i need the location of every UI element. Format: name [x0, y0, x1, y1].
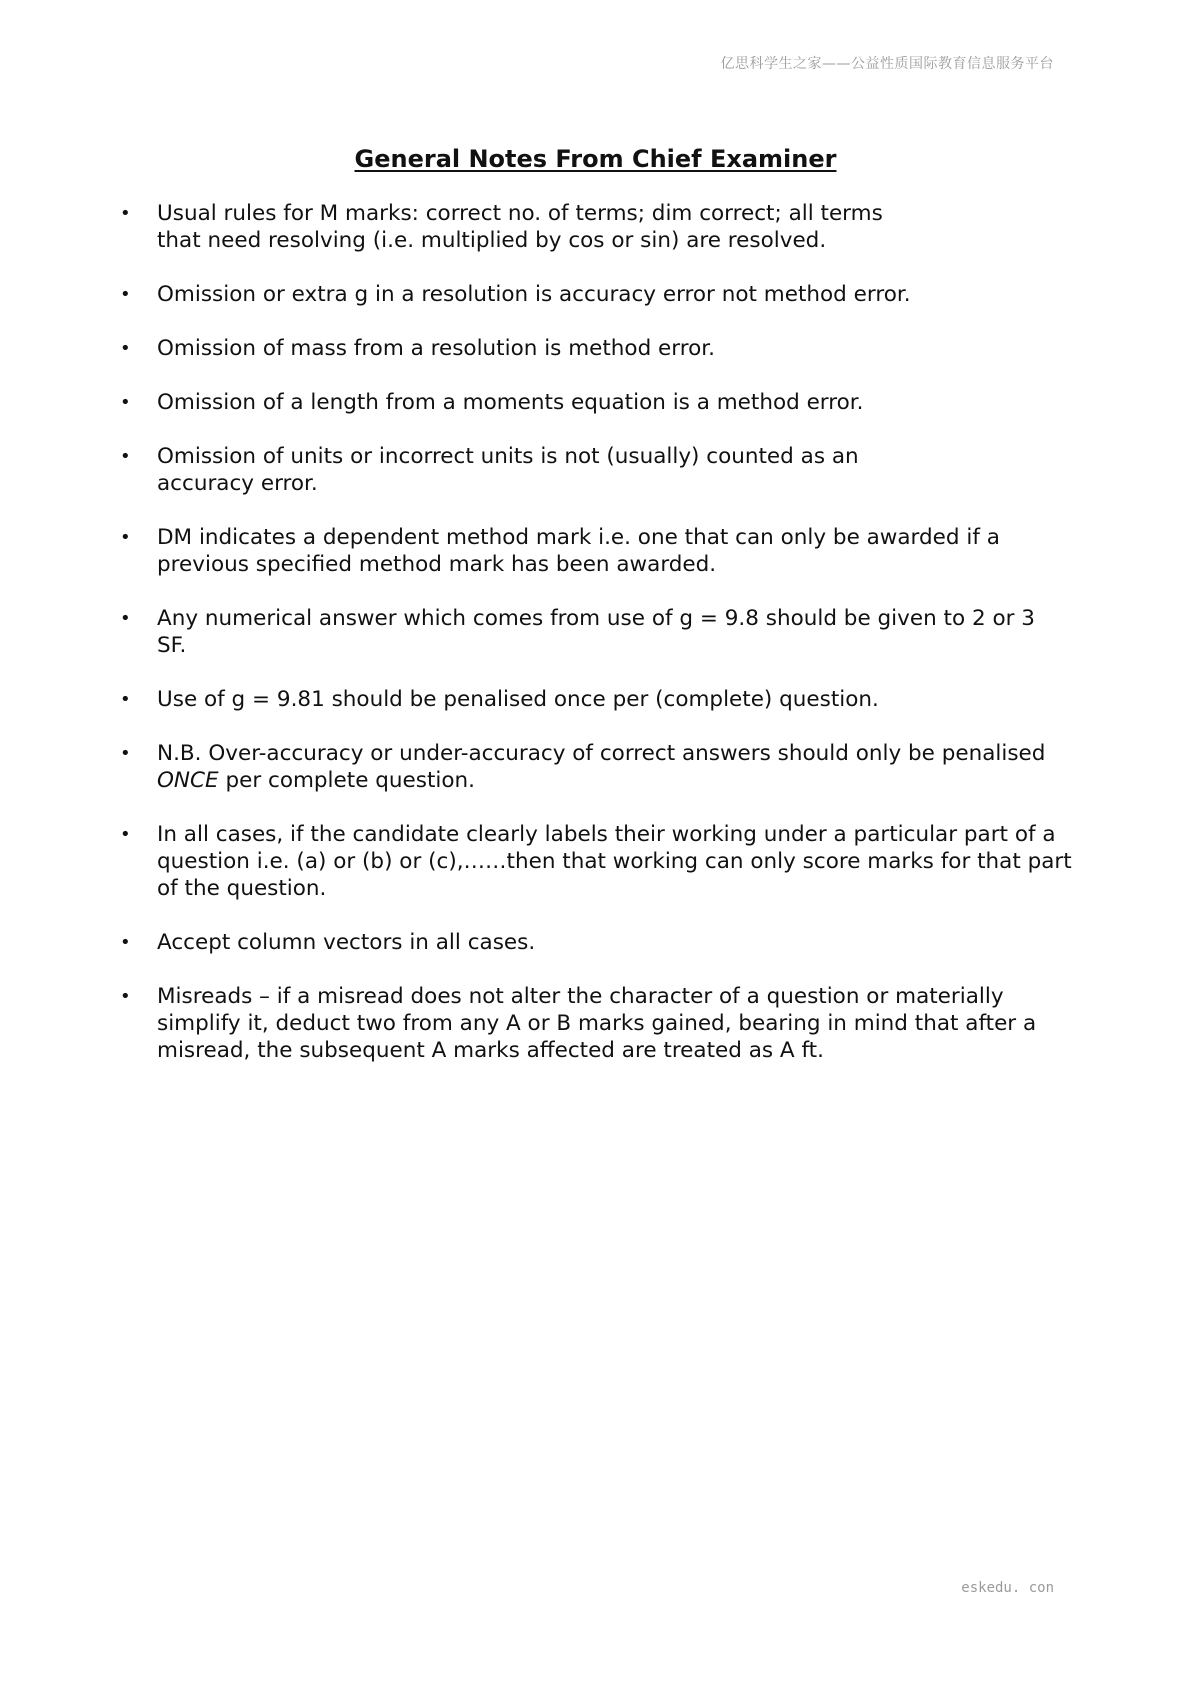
- page-title: General Notes From Chief Examiner: [354, 145, 837, 173]
- bullet-icon: •: [120, 608, 131, 629]
- note-item: [120, 443, 1120, 497]
- note-line: previous specified method mark has been awarded.: [157, 552, 717, 577]
- note-line: Omission or extra g in a resolution is accuracy error not method error.: [157, 282, 911, 307]
- note-line: that need resolving (i.e. multiplied by cos or sin) are resolved.: [157, 228, 827, 253]
- note-line: Omission of a length from a moments equation is a method error.: [157, 390, 864, 415]
- bullet-icon: •: [120, 743, 131, 764]
- note-line: Misreads – if a misread does not alter the character of a question or materially: [157, 984, 1004, 1009]
- note-item: [120, 821, 1120, 902]
- note-line: Any numerical answer which comes from use of g = 9.8 should be given to 2 or 3: [157, 606, 1035, 631]
- note-line: In all cases, if the candidate clearly labels their working under a particular part of a: [157, 822, 1056, 847]
- note-line-tail: per complete question.: [218, 768, 475, 793]
- note-line: Usual rules for M marks: correct no. of terms; dim correct; all terms: [157, 201, 883, 226]
- bullet-icon: •: [120, 392, 131, 413]
- note-line: of the question.: [157, 876, 327, 901]
- notes-list: [120, 200, 1120, 1091]
- note-line: N.B. Over-accuracy or under-accuracy of correct answers should only be penalised: [157, 741, 1046, 766]
- note-item: [120, 524, 1120, 578]
- bullet-icon: •: [120, 986, 131, 1007]
- note-line-emphasis: [157, 767, 1120, 794]
- note-line: accuracy error.: [157, 471, 318, 496]
- note-item: [120, 281, 1120, 308]
- note-item: [120, 335, 1120, 362]
- header-watermark: 亿思科学生之家——公益性质国际教育信息服务平台: [720, 56, 1054, 72]
- note-line: simplify it, deduct two from any A or B marks gained, bearing in mind that after a: [157, 1011, 1037, 1036]
- bullet-icon: •: [120, 527, 131, 548]
- note-line: Use of g = 9.81 should be penalised once per (complete) question.: [157, 687, 879, 712]
- note-item: [120, 605, 1120, 659]
- note-line: Accept column vectors in all cases.: [157, 930, 536, 955]
- bullet-icon: •: [120, 203, 131, 224]
- note-item: [120, 686, 1120, 713]
- note-item: [120, 983, 1120, 1064]
- bullet-icon: •: [120, 824, 131, 845]
- note-item: [120, 929, 1120, 956]
- note-line: question i.e. (a) or (b) or (c),……then that working can only score marks for that part: [157, 849, 1072, 874]
- note-line: Omission of units or incorrect units is not (usually) counted as an: [157, 444, 859, 469]
- note-line: Omission of mass from a resolution is method error.: [157, 336, 715, 361]
- bullet-icon: •: [120, 284, 131, 305]
- note-item: [120, 740, 1120, 794]
- emphasis-text: ONCE: [157, 768, 219, 793]
- bullet-icon: •: [120, 446, 131, 467]
- footer-watermark: eskedu. con: [961, 1580, 1054, 1596]
- note-item: [120, 200, 1120, 254]
- bullet-icon: •: [120, 689, 131, 710]
- note-item: [120, 389, 1120, 416]
- bullet-icon: •: [120, 932, 131, 953]
- bullet-icon: •: [120, 338, 131, 359]
- note-line: misread, the subsequent A marks affected are treated as A ft.: [157, 1038, 824, 1063]
- note-line: DM indicates a dependent method mark i.e. one that can only be awarded if a: [157, 525, 1000, 550]
- note-line: SF.: [157, 633, 187, 658]
